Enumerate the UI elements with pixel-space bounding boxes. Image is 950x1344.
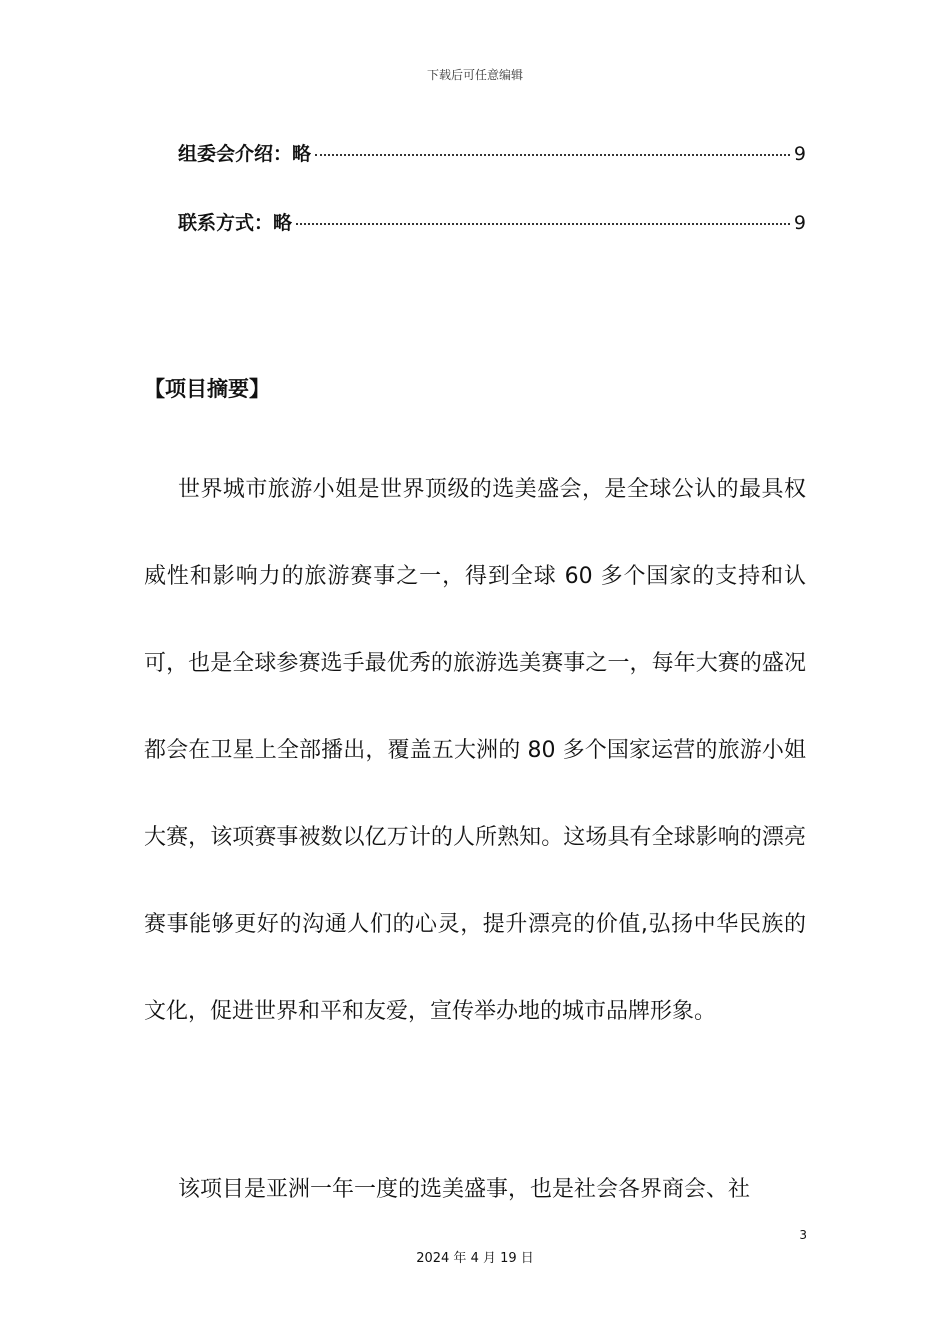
- toc-entry-label: 组委会介绍：略: [178, 143, 312, 165]
- toc-entry-committee[interactable]: [178, 139, 806, 166]
- toc-entry-label: 联系方式：略: [178, 212, 293, 234]
- body-paragraph: 世界城市旅游小姐是世界顶级的选美盛会，是全球公认的最具权威性和影响力的旅游赛事之一，得到全球 60 多个国家的支持和认可，也是全球参赛选手最优秀的旅游选美赛事之一，每年大赛的盛况都会在卫星上全部播出，覆盖五大洲的 80 多个国家运营的旅游小姐大赛，该项赛事被数以亿万计的人所熟知。这场具有全球影响的漂亮赛事能够更好的沟通人们的心灵，提升漂亮的价值,弘扬中华民族的文化，促进世界和平和友爱，宣传举办地的城市品牌形象。: [144, 477, 806, 1024]
- toc-entry-page: 9: [793, 212, 806, 234]
- toc-entry-contact[interactable]: [178, 208, 806, 235]
- toc-dot-leader: [296, 223, 790, 225]
- toc-dot-leader: [315, 154, 790, 156]
- header-note: 下载后可任意编辑: [426, 68, 523, 82]
- footer-date: 2024 年 4 月 19 日: [416, 1251, 534, 1266]
- toc-entry-page: 9: [793, 143, 806, 165]
- body-paragraph: 该项目是亚洲一年一度的选美盛事，也是社会各界商会、社: [178, 1177, 751, 1202]
- page-number: 3: [799, 1228, 807, 1242]
- section-heading: 【项目摘要】: [144, 377, 270, 401]
